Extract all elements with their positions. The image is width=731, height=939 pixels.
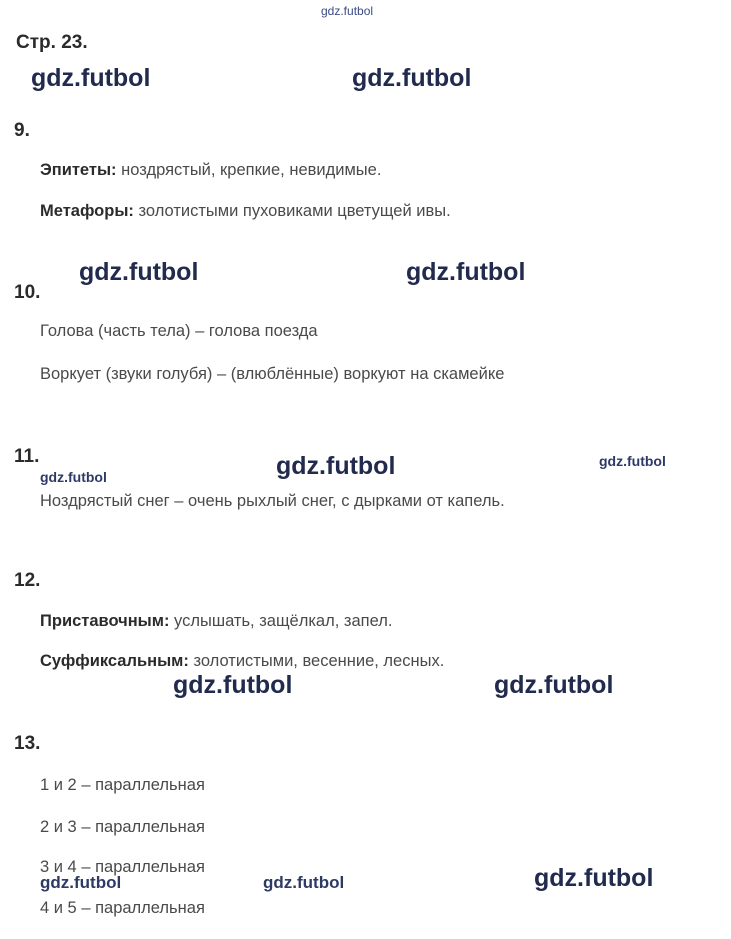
task-line-text: 2 и 3 – параллельная — [40, 818, 205, 836]
task-line — [40, 612, 392, 631]
task-line-text: Голова (часть тела) – голова поезда — [40, 322, 318, 340]
task-line-text: 4 и 5 – параллельная — [40, 899, 205, 917]
watermark-text: gdz.futbol — [406, 258, 526, 286]
watermark-text: gdz.futbol — [276, 452, 396, 480]
watermark-text: gdz.futbol — [321, 4, 374, 18]
task-line-label: Эпитеты: — [40, 161, 117, 179]
page-number-label: Стр. 23. — [16, 32, 88, 53]
watermark-text: gdz.futbol — [173, 671, 293, 699]
task-line-text: ноздрястый, крепкие, невидимые. — [116, 161, 382, 179]
task-number: 10. — [14, 282, 41, 303]
task-line-label: Приставочным: — [40, 612, 170, 630]
task-line — [40, 322, 318, 341]
task-line — [40, 365, 504, 384]
task-line — [40, 818, 205, 837]
task-line-label: Метафоры: — [40, 202, 134, 220]
watermark-text: gdz.futbol — [534, 864, 654, 892]
task-line — [40, 858, 205, 877]
watermark-text: gdz.futbol — [263, 873, 345, 892]
task-line-text: Воркует (звуки голубя) – (влюблённые) воркуют на скамейке — [40, 365, 505, 383]
task-number: 9. — [14, 120, 30, 141]
task-line — [40, 202, 451, 221]
task-line — [40, 899, 205, 918]
watermark-text: gdz.futbol — [79, 258, 199, 286]
task-line — [40, 492, 505, 511]
task-number: 13. — [14, 733, 41, 754]
task-line-text: услышать, защёлкал, запел. — [169, 612, 393, 630]
task-number: 12. — [14, 570, 41, 591]
watermark-text: gdz.futbol — [31, 64, 151, 92]
watermark-text: gdz.futbol — [599, 453, 666, 469]
task-line-text: 1 и 2 – параллельная — [40, 776, 205, 794]
watermark-text: gdz.futbol — [494, 671, 614, 699]
watermark-text: gdz.futbol — [352, 64, 472, 92]
task-line-text: 3 и 4 – параллельная — [40, 858, 205, 876]
task-line-text: золотистыми, весенние, лесных. — [188, 652, 445, 670]
task-line — [40, 161, 381, 180]
task-line-label: Суффиксальным: — [40, 652, 189, 670]
watermark-text: gdz.futbol — [40, 873, 122, 892]
task-line-text: золотистыми пуховиками цветущей ивы. — [133, 202, 451, 220]
task-line — [40, 652, 444, 671]
task-line — [40, 776, 205, 795]
watermark-text: gdz.futbol — [40, 469, 107, 485]
task-number: 11. — [14, 446, 40, 467]
task-line-text: Ноздрястый снег – очень рыхлый снег, с дырками от капель. — [40, 492, 505, 510]
